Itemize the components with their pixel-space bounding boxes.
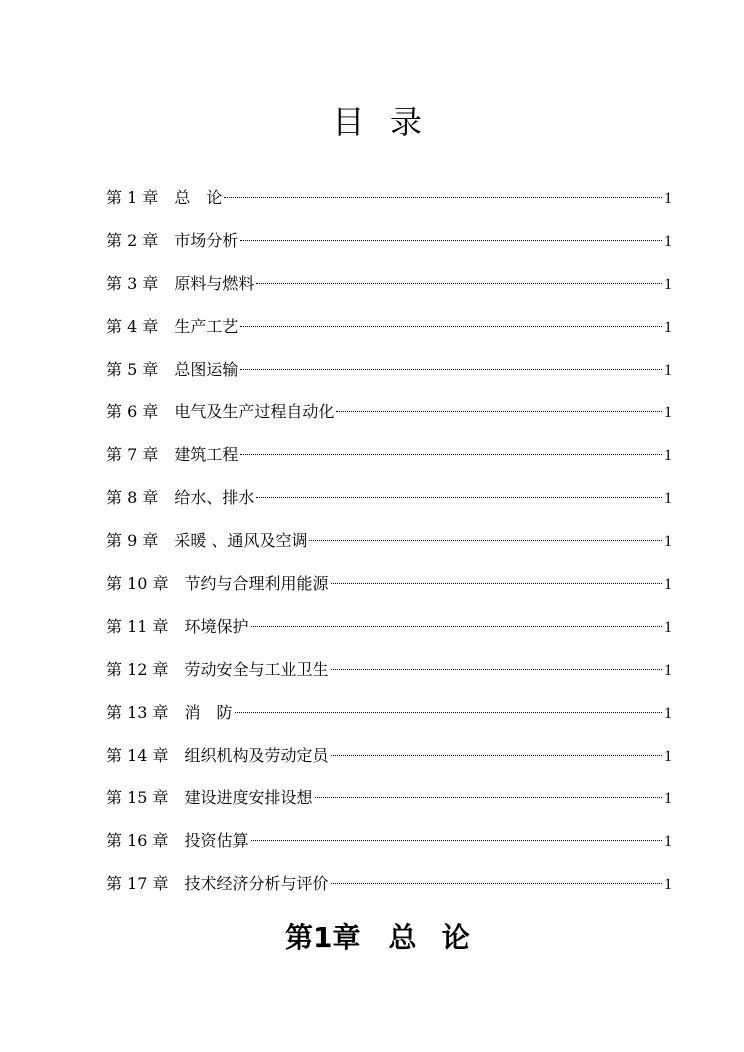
toc-entry-leader [240,369,662,370]
toc-entry-name: 节约与合理利用能源 [184,574,329,594]
toc-entry[interactable] [106,700,672,743]
toc-entry-name: 环境保护 [184,616,249,636]
toc-entry-page: 1 [664,704,672,722]
toc-entry-chapter: 第 12 章 [106,659,169,679]
toc-entry-page: 1 [664,404,672,422]
toc-entry-chapter: 第 3 章 [106,273,159,293]
chapter-heading-title: 总论 [388,921,495,954]
toc-entry-page: 1 [664,490,672,508]
toc-entry[interactable] [106,271,672,314]
toc-entry-page: 1 [664,190,672,207]
toc-entry-name: 原料与燃料 [174,273,255,293]
toc-entry-name: 市场分析 [174,230,239,250]
toc-entry-page: 1 [664,790,672,808]
toc-entry-page: 1 [664,232,672,250]
toc-entry-chapter: 第 7 章 [106,445,159,465]
toc-entry-name: 劳动安全与工业卫生 [184,659,329,679]
toc-entry-leader [336,411,662,412]
toc-entry-chapter: 第 17 章 [106,874,169,894]
toc-entry-leader [315,797,662,798]
toc-entry-leader [251,840,662,841]
toc-entry-page: 1 [664,318,672,336]
toc-entry-page: 1 [664,576,672,594]
toc-entry-leader [256,497,662,498]
toc-entry-page: 1 [664,618,672,636]
toc-entry-leader [331,883,662,884]
toc-entry-page: 1 [664,747,672,765]
toc-entry[interactable] [106,314,672,357]
toc-entry-name: 生产工艺 [174,316,239,336]
toc-entry-name: 建设进度安排设想 [184,788,313,808]
toc-entry-name: 投资估算 [184,831,249,851]
toc-entry-name: 总 论 [174,188,223,207]
toc-entry-page: 1 [664,876,672,894]
toc-entry[interactable] [106,828,672,871]
toc-entry-page: 1 [664,275,672,293]
toc-entry[interactable] [106,571,672,614]
toc-entry[interactable] [106,657,672,700]
toc-entry-chapter: 第 2 章 [106,230,159,250]
toc-entry-name: 技术经济分析与评价 [184,874,329,894]
toc-entry-chapter: 第 5 章 [106,359,159,379]
toc-entry-chapter: 第 16 章 [106,831,169,851]
toc-entry-chapter: 第 13 章 [106,702,169,722]
toc-entry[interactable] [106,442,672,485]
toc-entry-name: 消 防 [184,702,233,722]
toc-entry[interactable] [106,485,672,528]
toc-entry-name: 总图运输 [174,359,239,379]
toc-entry-leader [240,240,662,241]
toc-entry-leader [251,626,662,627]
toc-entry-chapter: 第 14 章 [106,745,169,765]
toc-entry-chapter: 第 11 章 [106,616,169,636]
toc-entry-chapter: 第 8 章 [106,488,159,508]
toc-entry-chapter: 第 1 章 [106,188,159,207]
toc-entry-name: 电气及生产过程自动化 [174,402,335,422]
toc-entry[interactable] [106,357,672,400]
toc-entry-chapter: 第 15 章 [106,788,169,808]
toc-title: 目录 [332,103,448,141]
toc-entry-page: 1 [664,447,672,465]
toc-entry-page: 1 [664,833,672,851]
toc-entry-chapter: 第 6 章 [106,402,159,422]
toc-entry-leader [331,755,662,756]
toc-entry[interactable] [106,185,672,228]
toc-entry-chapter: 第 4 章 [106,316,159,336]
toc-entry-leader [331,669,662,670]
toc-entry-chapter: 第 10 章 [106,574,169,594]
toc-entry-page: 1 [664,361,672,379]
toc-entry-name: 采暖 、通风及空调 [174,531,308,551]
toc-entry-leader [240,326,662,327]
toc-entry[interactable] [106,228,672,271]
toc-entry[interactable] [106,871,672,914]
toc-entry[interactable] [106,399,672,442]
toc-entry[interactable] [106,743,672,786]
toc-entry-leader [309,540,662,541]
chapter-heading-number: 第1章 [285,921,361,954]
toc-entry-chapter: 第 9 章 [106,531,159,551]
toc-list [106,185,672,914]
toc-entry-name: 建筑工程 [174,445,239,465]
toc-entry-page: 1 [664,533,672,551]
toc-entry-leader [331,583,662,584]
toc-entry[interactable] [106,528,672,571]
toc-entry-leader [235,712,662,713]
toc-entry-leader [256,283,662,284]
chapter-heading [0,918,744,958]
toc-entry[interactable] [106,785,672,828]
toc-entry-leader [240,454,662,455]
toc-entry[interactable] [106,614,672,657]
toc-entry-page: 1 [664,661,672,679]
toc-entry-name: 组织机构及劳动定员 [184,745,329,765]
toc-entry-name: 给水、排水 [174,488,255,508]
toc-entry-leader [224,197,662,198]
